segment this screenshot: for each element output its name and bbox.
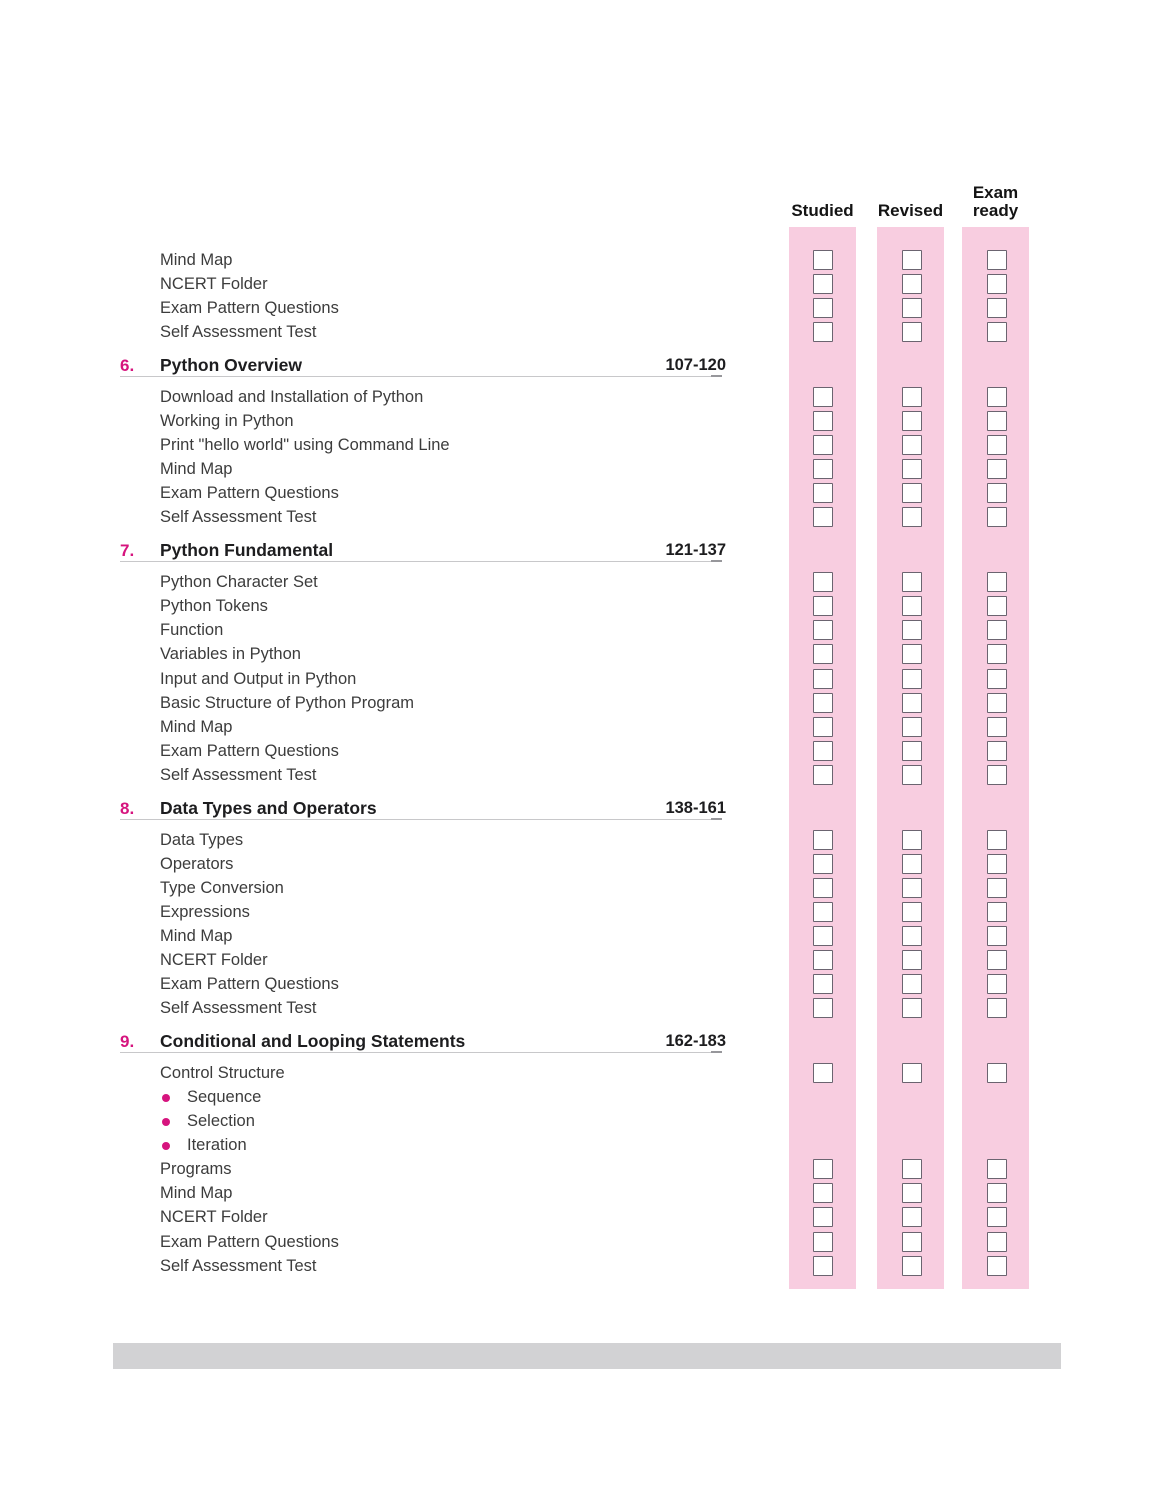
studied-checkbox[interactable] bbox=[813, 1256, 833, 1276]
section-header bbox=[0, 797, 1174, 820]
section-rule bbox=[120, 561, 722, 562]
toc-item-label: Mind Map bbox=[160, 926, 233, 945]
toc-item-label: Mind Map bbox=[160, 460, 233, 479]
toc-item-row bbox=[0, 1133, 1174, 1157]
toc-item-row bbox=[0, 248, 1174, 272]
studied-checkbox[interactable] bbox=[813, 620, 833, 640]
exam-ready-checkbox[interactable] bbox=[987, 854, 1007, 874]
toc-item-row bbox=[0, 667, 1174, 691]
toc-item-label: Operators bbox=[160, 854, 234, 873]
toc-item-row bbox=[0, 505, 1174, 529]
exam-ready-checkbox[interactable] bbox=[987, 411, 1007, 431]
toc-item-label: Data Types bbox=[160, 830, 244, 849]
revised-column-header: Revised bbox=[877, 201, 944, 220]
revised-checkbox[interactable] bbox=[902, 693, 922, 713]
studied-checkbox[interactable] bbox=[813, 998, 833, 1018]
toc-item-label: Selection bbox=[187, 1112, 255, 1131]
studied-checkbox[interactable] bbox=[813, 950, 833, 970]
revised-checkbox[interactable] bbox=[902, 926, 922, 946]
toc-item-label: Control Structure bbox=[160, 1063, 285, 1082]
exam-ready-checkbox[interactable] bbox=[987, 1256, 1007, 1276]
exam-ready-checkbox[interactable] bbox=[987, 572, 1007, 592]
toc-item-label: Exam Pattern Questions bbox=[160, 741, 339, 760]
revised-checkbox[interactable] bbox=[902, 411, 922, 431]
studied-checkbox[interactable] bbox=[813, 459, 833, 479]
revised-checkbox[interactable] bbox=[902, 974, 922, 994]
toc-item-row bbox=[0, 715, 1174, 739]
revised-checkbox[interactable] bbox=[902, 483, 922, 503]
toc-item-label: Function bbox=[160, 621, 224, 640]
toc-item-label: Programs bbox=[160, 1160, 232, 1179]
studied-checkbox[interactable] bbox=[813, 483, 833, 503]
exam-ready-checkbox[interactable] bbox=[987, 1159, 1007, 1179]
studied-checkbox[interactable] bbox=[813, 1207, 833, 1227]
toc-item-row bbox=[0, 828, 1174, 852]
toc-item-row bbox=[0, 1085, 1174, 1109]
revised-checkbox[interactable] bbox=[902, 950, 922, 970]
revised-checkbox[interactable] bbox=[902, 902, 922, 922]
toc-item-label: Variables in Python bbox=[160, 645, 301, 664]
section-rule-tick bbox=[711, 375, 722, 377]
exam-ready-checkbox[interactable] bbox=[987, 926, 1007, 946]
toc-item-label: Self Assessment Test bbox=[160, 765, 317, 784]
studied-column-header: Studied bbox=[791, 201, 854, 220]
toc-item-row bbox=[0, 457, 1174, 481]
toc-item-label: Download and Installation of Python bbox=[160, 387, 424, 406]
toc-item-row bbox=[0, 852, 1174, 876]
studied-checkbox[interactable] bbox=[813, 411, 833, 431]
studied-checkbox[interactable] bbox=[813, 1183, 833, 1203]
toc-item-row bbox=[0, 618, 1174, 642]
toc-item-label: Input and Output in Python bbox=[160, 669, 357, 688]
toc-item-label: Mind Map bbox=[160, 251, 233, 269]
exam-ready-checkbox[interactable] bbox=[987, 1232, 1007, 1252]
toc-item-row bbox=[0, 481, 1174, 505]
studied-checkbox[interactable] bbox=[813, 854, 833, 874]
section-rule bbox=[120, 376, 722, 377]
toc-item-row bbox=[0, 296, 1174, 320]
toc-item-row bbox=[0, 1181, 1174, 1205]
revised-checkbox[interactable] bbox=[902, 459, 922, 479]
studied-checkbox[interactable] bbox=[813, 765, 833, 785]
toc-item-row bbox=[0, 1157, 1174, 1181]
studied-checkbox[interactable] bbox=[813, 1159, 833, 1179]
section-title: Python Overview bbox=[160, 354, 302, 375]
toc-item-label: Print "hello world" using Command Line bbox=[160, 436, 450, 455]
toc-item-row bbox=[0, 739, 1174, 763]
toc-item-row bbox=[0, 924, 1174, 948]
exam-ready-checkbox[interactable] bbox=[987, 998, 1007, 1018]
toc-item-label: Exam Pattern Questions bbox=[160, 484, 339, 503]
exam-ready-checkbox[interactable] bbox=[987, 387, 1007, 407]
revised-checkbox[interactable] bbox=[902, 765, 922, 785]
toc-item-label: Sequence bbox=[187, 1088, 262, 1106]
exam-ready-checkbox[interactable] bbox=[987, 596, 1007, 616]
toc-item-row bbox=[0, 272, 1174, 296]
toc-item-label: NCERT Folder bbox=[160, 951, 268, 970]
exam-ready-checkbox[interactable] bbox=[987, 878, 1007, 898]
studied-checkbox[interactable] bbox=[813, 1063, 833, 1083]
toc-item-label: Exam Pattern Questions bbox=[160, 1232, 339, 1251]
toc-item-row bbox=[0, 594, 1174, 618]
studied-checkbox[interactable] bbox=[813, 878, 833, 898]
studied-checkbox[interactable] bbox=[813, 322, 833, 342]
section-rule bbox=[120, 819, 722, 820]
exam-ready-checkbox[interactable] bbox=[987, 765, 1007, 785]
toc-item-row bbox=[0, 385, 1174, 409]
bullet-icon bbox=[162, 1094, 170, 1102]
revised-checkbox[interactable] bbox=[902, 854, 922, 874]
toc-item-row bbox=[0, 1109, 1174, 1133]
exam-ready-checkbox[interactable] bbox=[987, 741, 1007, 761]
studied-checkbox[interactable] bbox=[813, 507, 833, 527]
section-pages: 162-183 bbox=[665, 1031, 726, 1050]
revised-checkbox[interactable] bbox=[902, 717, 922, 737]
revised-checkbox[interactable] bbox=[902, 998, 922, 1018]
exam-ready-checkbox[interactable] bbox=[987, 250, 1007, 270]
toc-item-row bbox=[0, 1230, 1174, 1254]
exam-ready-checkbox[interactable] bbox=[987, 974, 1007, 994]
revised-checkbox[interactable] bbox=[902, 669, 922, 689]
section-header bbox=[0, 354, 1174, 377]
studied-checkbox[interactable] bbox=[813, 669, 833, 689]
section-title: Conditional and Looping Statements bbox=[160, 1030, 466, 1051]
revised-checkbox[interactable] bbox=[902, 741, 922, 761]
toc-item-label: Self Assessment Test bbox=[160, 999, 317, 1018]
revised-checkbox[interactable] bbox=[902, 274, 922, 294]
exam-ready-checkbox[interactable] bbox=[987, 717, 1007, 737]
studied-checkbox[interactable] bbox=[813, 830, 833, 850]
revised-checkbox[interactable] bbox=[902, 620, 922, 640]
studied-checkbox[interactable] bbox=[813, 250, 833, 270]
toc-item-row bbox=[0, 642, 1174, 666]
toc-item-row bbox=[0, 409, 1174, 433]
section-pages: 107-120 bbox=[665, 355, 726, 374]
section-rule bbox=[120, 1052, 722, 1053]
studied-checkbox[interactable] bbox=[813, 572, 833, 592]
studied-checkbox[interactable] bbox=[813, 387, 833, 407]
toc-item-label: Mind Map bbox=[160, 1184, 233, 1203]
footer-bar bbox=[113, 1343, 1061, 1369]
revised-checkbox[interactable] bbox=[902, 1159, 922, 1179]
studied-checkbox[interactable] bbox=[813, 741, 833, 761]
exam-ready-checkbox[interactable] bbox=[987, 483, 1007, 503]
revised-checkbox[interactable] bbox=[902, 878, 922, 898]
exam-ready-checkbox[interactable] bbox=[987, 1207, 1007, 1227]
toc-item-label: Self Assessment Test bbox=[160, 508, 317, 527]
toc-item-label: Exam Pattern Questions bbox=[160, 299, 339, 318]
toc-item-label: Exam Pattern Questions bbox=[160, 975, 339, 994]
toc-content bbox=[0, 248, 1174, 1278]
toc-item-label: Expressions bbox=[160, 902, 250, 921]
bullet-icon bbox=[162, 1118, 170, 1126]
studied-checkbox[interactable] bbox=[813, 693, 833, 713]
exam-ready-checkbox[interactable] bbox=[987, 435, 1007, 455]
toc-item-label: Self Assessment Test bbox=[160, 323, 317, 342]
revised-checkbox[interactable] bbox=[902, 1063, 922, 1083]
toc-item-label: Basic Structure of Python Program bbox=[160, 693, 415, 712]
toc-item-label: Python Character Set bbox=[160, 573, 318, 592]
studied-checkbox[interactable] bbox=[813, 902, 833, 922]
studied-checkbox[interactable] bbox=[813, 926, 833, 946]
studied-checkbox[interactable] bbox=[813, 1232, 833, 1252]
exam-ready-checkbox[interactable] bbox=[987, 322, 1007, 342]
toc-item-label: Iteration bbox=[187, 1136, 247, 1155]
section-header bbox=[0, 1030, 1174, 1053]
studied-checkbox[interactable] bbox=[813, 717, 833, 737]
exam-ready-checkbox[interactable] bbox=[987, 459, 1007, 479]
toc-item-row bbox=[0, 1254, 1174, 1278]
revised-checkbox[interactable] bbox=[902, 1207, 922, 1227]
section-rule-tick bbox=[711, 818, 722, 820]
studied-checkbox[interactable] bbox=[813, 644, 833, 664]
section-rule-tick bbox=[711, 560, 722, 562]
section-number: 7. bbox=[120, 541, 135, 561]
toc-item-row bbox=[0, 972, 1174, 996]
section-rule-tick bbox=[711, 1051, 722, 1053]
exam-ready-checkbox[interactable] bbox=[987, 669, 1007, 689]
exam-ready-checkbox[interactable] bbox=[987, 693, 1007, 713]
toc-item-label: Self Assessment Test bbox=[160, 1256, 317, 1275]
section-title: Data Types and Operators bbox=[160, 797, 377, 818]
revised-checkbox[interactable] bbox=[902, 387, 922, 407]
toc-item-row bbox=[0, 1061, 1174, 1085]
revised-checkbox[interactable] bbox=[902, 1256, 922, 1276]
toc-item-row bbox=[0, 320, 1174, 344]
exam-ready-checkbox[interactable] bbox=[987, 274, 1007, 294]
section-pages: 138-161 bbox=[665, 798, 726, 817]
bullet-icon bbox=[162, 1142, 170, 1150]
revised-checkbox[interactable] bbox=[902, 596, 922, 616]
section-number: 9. bbox=[120, 1031, 135, 1051]
studied-checkbox[interactable] bbox=[813, 274, 833, 294]
revised-checkbox[interactable] bbox=[902, 250, 922, 270]
section-number: 8. bbox=[120, 798, 135, 818]
toc-item-row bbox=[0, 876, 1174, 900]
toc-item-label: Working in Python bbox=[160, 412, 294, 431]
exam-ready-checkbox[interactable] bbox=[987, 902, 1007, 922]
section-number: 6. bbox=[120, 355, 135, 375]
toc-item-label: Python Tokens bbox=[160, 597, 268, 616]
section-header bbox=[0, 539, 1174, 562]
studied-checkbox[interactable] bbox=[813, 298, 833, 318]
toc-item-label: NCERT Folder bbox=[160, 275, 268, 294]
exam-ready-checkbox[interactable] bbox=[987, 644, 1007, 664]
studied-checkbox[interactable] bbox=[813, 974, 833, 994]
toc-item-row bbox=[0, 996, 1174, 1020]
exam-ready-checkbox[interactable] bbox=[987, 298, 1007, 318]
section-title: Python Fundamental bbox=[160, 540, 334, 561]
section-pages: 121-137 bbox=[665, 541, 726, 560]
revised-checkbox[interactable] bbox=[902, 830, 922, 850]
toc-item-label: Type Conversion bbox=[160, 878, 284, 897]
toc-item-row bbox=[0, 691, 1174, 715]
toc-item-label: NCERT Folder bbox=[160, 1208, 268, 1227]
toc-item-label: Mind Map bbox=[160, 717, 233, 736]
revised-checkbox[interactable] bbox=[902, 572, 922, 592]
exam-ready-column-header: Exam ready bbox=[972, 183, 1019, 220]
exam-ready-checkbox[interactable] bbox=[987, 830, 1007, 850]
exam-ready-checkbox[interactable] bbox=[987, 620, 1007, 640]
exam-ready-checkbox[interactable] bbox=[987, 1063, 1007, 1083]
revised-checkbox[interactable] bbox=[902, 507, 922, 527]
toc-item-row bbox=[0, 1205, 1174, 1229]
exam-ready-checkbox[interactable] bbox=[987, 950, 1007, 970]
exam-ready-checkbox[interactable] bbox=[987, 507, 1007, 527]
revised-checkbox[interactable] bbox=[902, 298, 922, 318]
studied-checkbox[interactable] bbox=[813, 435, 833, 455]
toc-item-row bbox=[0, 763, 1174, 787]
revised-checkbox[interactable] bbox=[902, 435, 922, 455]
toc-item-row bbox=[0, 433, 1174, 457]
exam-ready-checkbox[interactable] bbox=[987, 1183, 1007, 1203]
toc-item-row bbox=[0, 570, 1174, 594]
revised-checkbox[interactable] bbox=[902, 1183, 922, 1203]
revised-checkbox[interactable] bbox=[902, 644, 922, 664]
studied-checkbox[interactable] bbox=[813, 596, 833, 616]
revised-checkbox[interactable] bbox=[902, 1232, 922, 1252]
revised-checkbox[interactable] bbox=[902, 322, 922, 342]
toc-item-row bbox=[0, 948, 1174, 972]
toc-item-row bbox=[0, 900, 1174, 924]
